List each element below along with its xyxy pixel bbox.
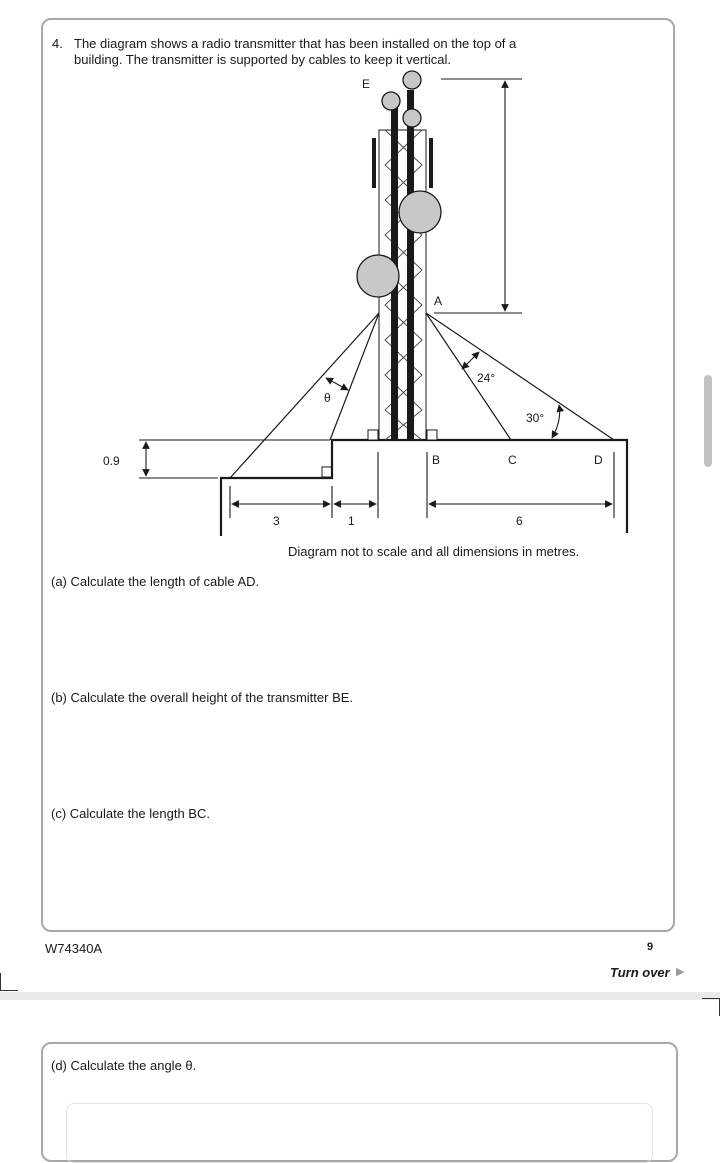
question-number: 4. bbox=[52, 36, 63, 51]
label-a: A bbox=[434, 294, 443, 308]
antenna-dishes bbox=[357, 71, 441, 297]
angle-arcs bbox=[326, 352, 560, 438]
label-d: D bbox=[594, 453, 603, 467]
support-cables bbox=[230, 313, 614, 478]
label-angle-30: 30° bbox=[526, 411, 545, 425]
label-step-gap: 1 bbox=[348, 514, 355, 528]
label-e: E bbox=[362, 77, 371, 91]
part-c-text: (c) Calculate the length BC. bbox=[51, 806, 210, 821]
answer-area[interactable] bbox=[66, 1103, 653, 1163]
page-separator bbox=[0, 992, 720, 1000]
question-intro-line2: building. The transmitter is supported by cables to keep it vertical. bbox=[74, 52, 451, 67]
diagram-caption: Diagram not to scale and all dimensions in metres. bbox=[288, 544, 580, 559]
label-c: C bbox=[508, 453, 517, 467]
label-angle-24: 24° bbox=[477, 371, 496, 385]
turn-over-label: Turn over bbox=[610, 965, 670, 980]
paper-code: W74340A bbox=[45, 941, 103, 956]
label-theta: θ bbox=[324, 391, 331, 405]
building-outline bbox=[221, 440, 627, 536]
page-number: 9 bbox=[647, 941, 654, 953]
crop-mark-left bbox=[0, 973, 18, 991]
right-angle-marker bbox=[322, 467, 332, 477]
label-right-run: 6 bbox=[516, 514, 523, 528]
height-dimension bbox=[434, 79, 522, 313]
label-b: B bbox=[432, 453, 441, 467]
label-left-run: 3 bbox=[273, 514, 280, 528]
question-intro-line1: The diagram shows a radio transmitter that has been installed on the top of a bbox=[74, 36, 517, 51]
part-a-text: (a) Calculate the length of cable AD. bbox=[51, 574, 260, 589]
turn-over-arrow-icon: ▶ bbox=[676, 966, 685, 978]
part-d-text: (d) Calculate the angle θ. bbox=[51, 1058, 197, 1073]
transmitter-diagram bbox=[0, 0, 720, 570]
scrollbar-thumb[interactable] bbox=[704, 375, 712, 467]
horizontal-dimensions bbox=[230, 452, 614, 518]
label-step-height: 0.9 bbox=[103, 454, 120, 468]
crop-mark-right bbox=[702, 998, 720, 1016]
part-b-text: (b) Calculate the overall height of the transmitter BE. bbox=[51, 690, 354, 705]
